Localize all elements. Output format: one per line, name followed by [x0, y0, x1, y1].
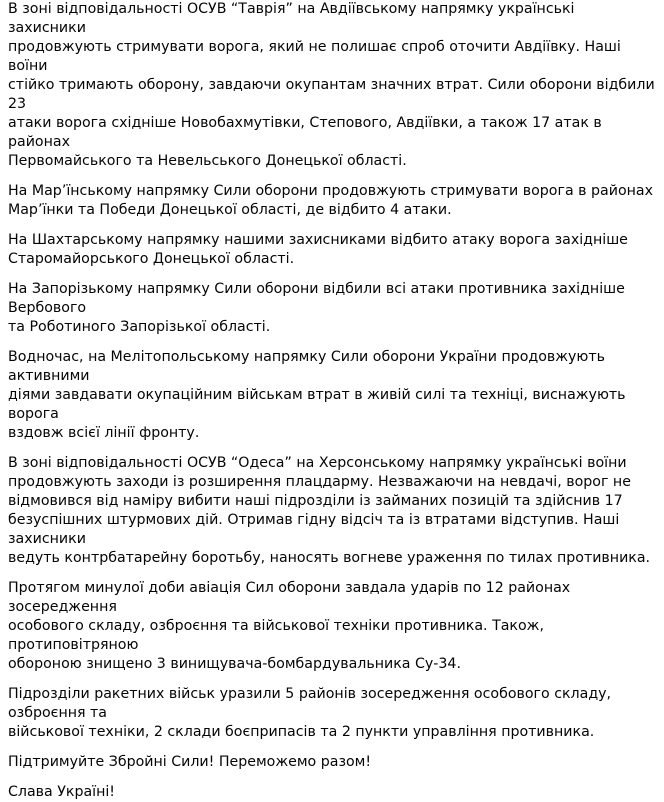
- paragraph-support: Підтримуйте Збройні Сили! Переможемо разом!: [8, 754, 372, 770]
- paragraph-shakhtarsk: На Шахтарському напрямку нашими захисниками відбито атаку ворога західніше Старомайорського Донецької області.: [8, 232, 628, 267]
- paragraph-missile-troops: Підрозділи ракетних військ уразили 5 районів зосередження особового складу, озброєння та військової техніки, 2 склади боєприпасів та 2 пункти управління противника.: [8, 686, 612, 740]
- paragraph-odesa-kherson: В зоні відповідальності ОСУВ “Одеса” на Херсонському напрямку українські воїни продовжують заходи із розширення плацдарму. Незважаючи на невдачі, ворог не відмовився від наміру вибити наші підрозділи із займаних позицій та здійснив 17 безуспішних штурмових дій. Отримав гідну відсіч та із втратами відступив. Наші захисники ведуть контрбатарейну боротьбу, наносять вогневе ураження по тилах противника.: [8, 455, 651, 566]
- paragraph-aviation: Протягом минулої доби авіація Сил оборони завдала ударів по 12 районах зосередження особового складу, озброєння та військової техніки противника. Також, протиповітряною обороною знищено 3 винищувача-бомбардувальника Су-34.: [8, 580, 571, 672]
- paragraph-melitopol: Водночас, на Мелітопольському напрямку Сили оборони України продовжують активними діями завдавати окупаційним військам втрат в живій силі та техніці, виснажують ворога вздовж всієї лінії фронту.: [8, 349, 626, 441]
- paragraph-glory: Слава Україні!: [8, 784, 115, 800]
- paragraph-marinka: На Мар’їнському напрямку Сили оборони продовжують стримувати ворога в районах Мар’їнки та Победи Донецької області, де відбито 4 атаки.: [8, 183, 653, 218]
- paragraph-tavria: В зоні відповідальності ОСУВ “Таврія” на Авдіївському напрямку українські захисники продовжують стримувати ворога, який не полишає спроб оточити Авдіївку. Наші воїни стійко тримають оборону, завдаючи окупантам значних втрат. Сили оборони відбили 23 атаки ворога східніше Новобахмутівки, Степового, Авдіївки, а також 17 атак в районах Первомайського та Невельського Донецької області.: [8, 1, 655, 169]
- paragraph-zaporizhzhia: На Запорізькому напрямку Сили оборони відбили всі атаки противника західніше Вербового та Роботиного Запорізької області.: [8, 281, 625, 335]
